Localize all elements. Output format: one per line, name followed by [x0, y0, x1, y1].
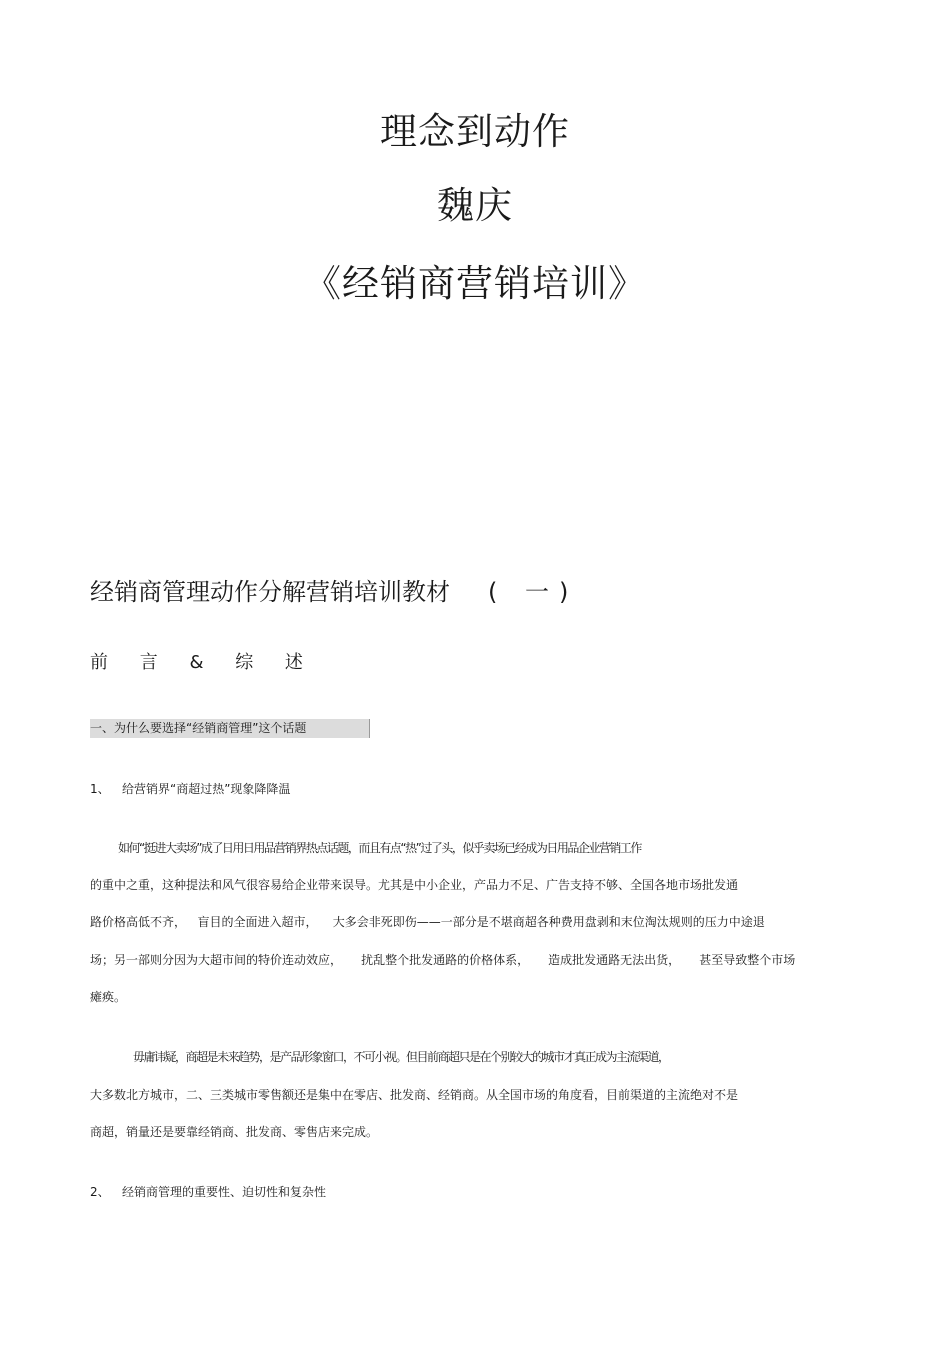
paragraph-2-line-2: 大多数北方城市，二、三类城市零售额还是集中在零店、批发商、经销商。从全国市场的角度看，目前渠道的主流绝对不是: [90, 1088, 739, 1102]
paragraph-1-line-3: 路价格高低不齐， 盲目的全面进入超市， 大多会非死即伤——一部分是不堪商超各种费用盘剥和末位淘汰规则的压力中途退: [90, 915, 765, 929]
paragraph-2-line-3: 商超，销量还是要靠经销商、批发商、零售店来完成。: [90, 1125, 379, 1139]
item-heading-2: [90, 1182, 326, 1202]
document-heading-part: ( 一): [488, 578, 579, 606]
paragraph-1-line-1: 如何“挺进大卖场”成了日用日用品营销界热点话题，而且有点“热”过了头，似乎卖场已经成为日用品企业营销工作: [118, 841, 641, 855]
cover-author: 魏庆: [437, 184, 513, 227]
document-subheading: 前 言 & 综 述: [90, 652, 316, 673]
section-title-bar: 一、为什么要选择“经销商管理”这个话题: [90, 719, 370, 738]
cover-series-title: 《经销商营销培训》: [304, 262, 646, 305]
document-heading-text: 经销商管理动作分解营销培训教材: [90, 578, 450, 606]
paragraph-1-line-4: 场；另一部则分因为大超市间的特价连动效应， 扰乱整个批发通路的价格体系， 造成批发通路无法出货， 甚至导致整个市场: [90, 953, 796, 967]
paragraph-1-line-2: 的重中之重，这种提法和风气很容易给企业带来误导。尤其是中小企业，产品力不足、广告支持不够、全国各地市场批发通: [90, 878, 739, 892]
item-title: 经销商管理的重要性、迫切性和复杂性: [122, 1185, 327, 1199]
item-number: 1、: [90, 782, 110, 796]
item-heading-1: [90, 779, 290, 799]
paragraph-1-line-5: 瘫痪。: [90, 990, 127, 1004]
paragraph-2-line-1: 毋庸讳疑，商超是未来趋势，是产品形象窗口，不可小视。但目前商超只是在个别较大的城市才真正成为主流渠道，: [133, 1050, 669, 1064]
item-title: 给营销界“商超过热”现象降降温: [122, 782, 291, 796]
item-number: 2、: [90, 1185, 110, 1199]
cover-title: 理念到动作: [380, 110, 570, 153]
document-heading: [90, 575, 578, 609]
